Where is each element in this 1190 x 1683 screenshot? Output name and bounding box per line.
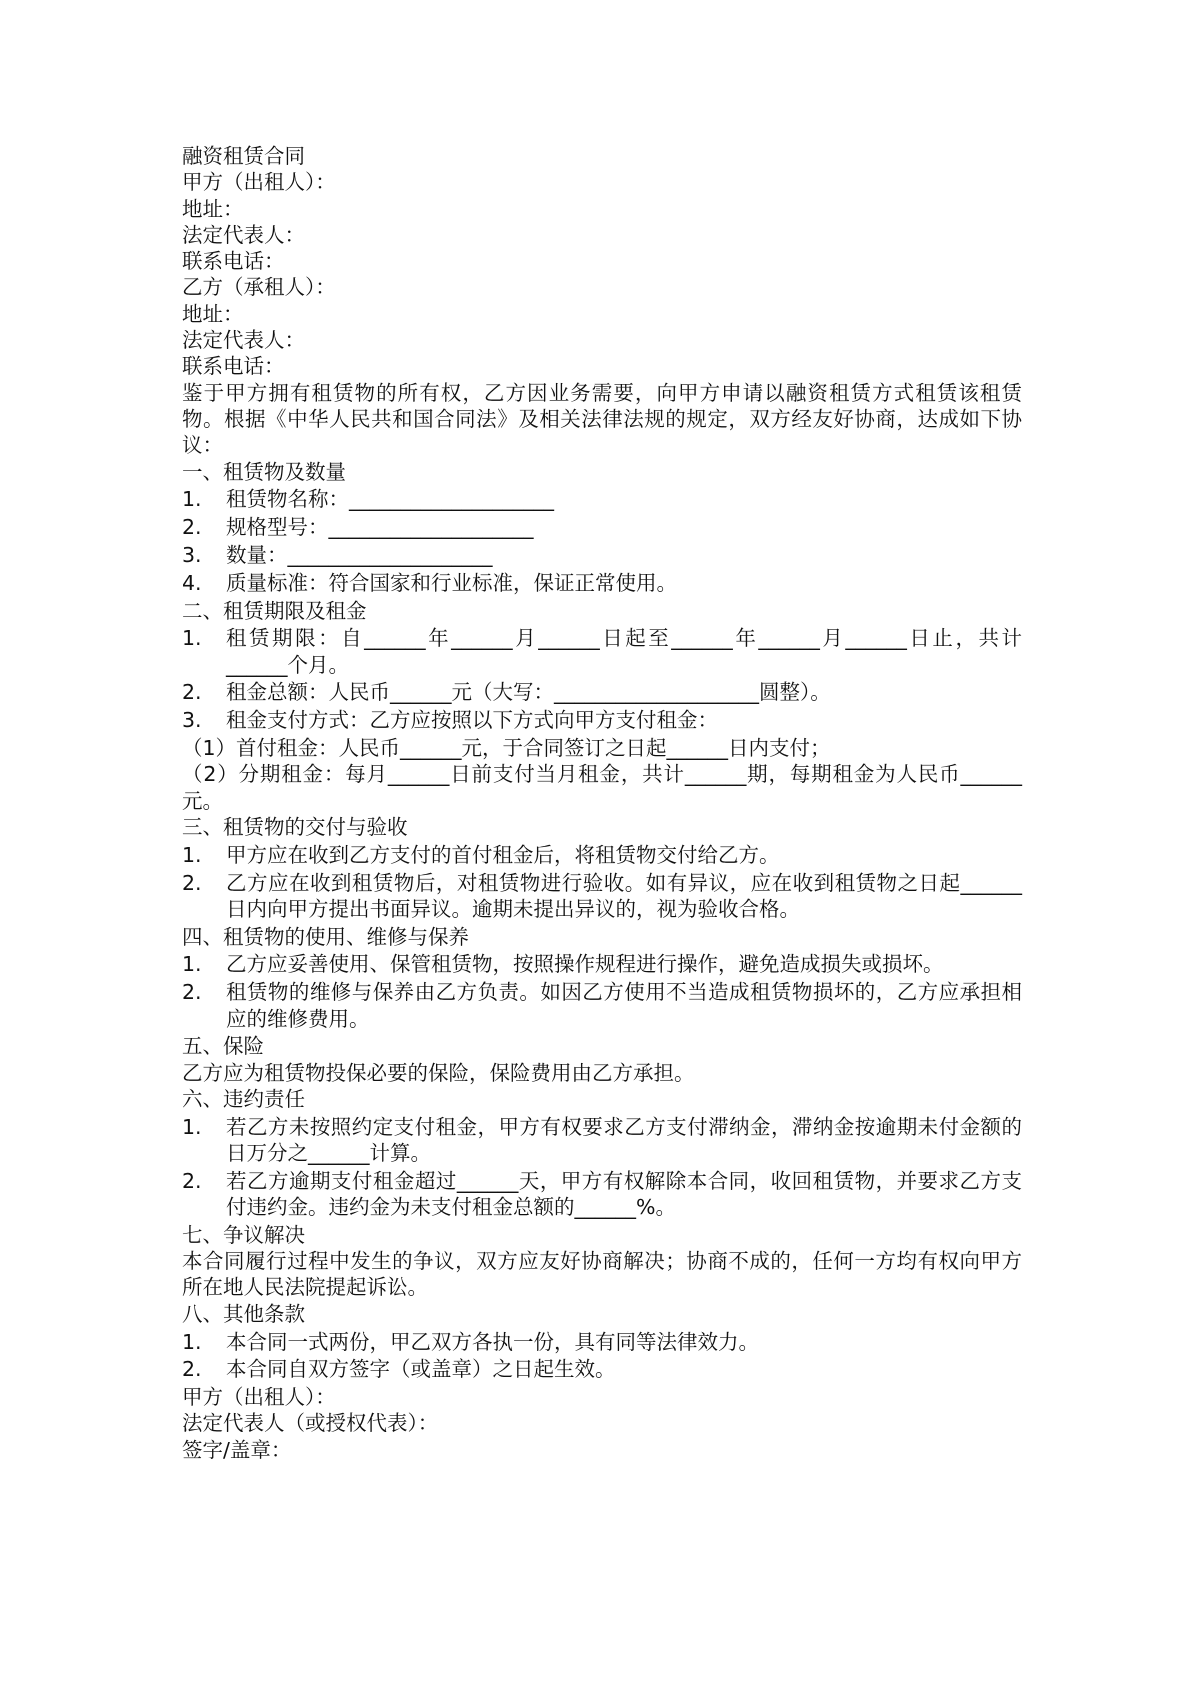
list-item	[182, 979, 1022, 1032]
list-text: 若乙方逾期支付租金超过______天，甲方有权解除本合同，收回租赁物，并要求乙方支付违约金。违约金为未支付租金总额的______%。	[226, 1168, 1022, 1220]
list-item	[182, 1356, 1022, 1382]
party-b-phone: 联系电话：	[182, 354, 285, 379]
list-item	[182, 842, 1022, 868]
list-item	[182, 514, 1022, 540]
list-number: 2.	[182, 680, 202, 705]
sub-item-down-payment: （1）首付租金：人民币______元，于合同签订之日起______日内支付；	[182, 736, 831, 761]
list-item	[182, 707, 1022, 733]
list-number: 1.	[182, 1114, 202, 1139]
list-text: 租金总额：人民币______元（大写：____________________圆整）。	[226, 680, 831, 705]
list-item	[182, 1329, 1022, 1355]
document-title: 融资租赁合同	[182, 144, 305, 168]
list-text: 租金支付方式：乙方应按照以下方式向甲方支付租金：	[226, 708, 718, 733]
list-item	[182, 951, 1022, 977]
party-a-name: 甲方（出租人）：	[182, 170, 336, 195]
list-text: 质量标准：符合国家和行业标准，保证正常使用。	[226, 570, 677, 595]
list-item	[182, 570, 1022, 596]
section-5-heading: 五、保险	[182, 1034, 264, 1059]
section-5-body: 乙方应为租赁物投保必要的保险，保险费用由乙方承担。	[182, 1060, 695, 1085]
list-number: 1.	[182, 842, 202, 867]
list-text: 租赁期限：自______年______月______日起至______年______月______日止，共计______个月。	[226, 626, 1022, 677]
list-item	[182, 625, 1022, 678]
party-a-legal-rep: 法定代表人：	[182, 222, 305, 247]
section-7-heading: 七、争议解决	[182, 1222, 305, 1247]
section-3-heading: 三、租赁物的交付与验收	[182, 814, 408, 839]
list-text: 乙方应在收到租赁物后，对租赁物进行验收。如有异议，应在收到租赁物之日起______日内向甲方提出书面异议。逾期未提出异议的，视为验收合格。	[226, 870, 1022, 921]
party-b-name: 乙方（承租人）：	[182, 275, 336, 300]
list-text: 租赁物的维修与保养由乙方负责。如因乙方使用不当造成租赁物损坏的，乙方应承担相应的维修费用。	[226, 980, 1022, 1031]
preamble: 鉴于甲方拥有租赁物的所有权，乙方因业务需要，向甲方申请以融资租赁方式租赁该租赁物。根据《中华人民共和国合同法》及相关法律法规的规定，双方经友好协商，达成如下协议：	[182, 380, 1022, 458]
section-4-heading: 四、租赁物的使用、维修与保养	[182, 924, 469, 949]
list-number: 3.	[182, 708, 202, 733]
list-item	[182, 1114, 1022, 1167]
list-text: 租赁物名称：____________________	[226, 487, 554, 512]
list-text: 本合同自双方签字（或盖章）之日起生效。	[226, 1357, 616, 1382]
section-8-heading: 八、其他条款	[182, 1301, 305, 1326]
list-number: 1.	[182, 952, 202, 977]
list-number: 4.	[182, 570, 202, 595]
section-7-body: 本合同履行过程中发生的争议，双方应友好协商解决；协商不成的，任何一方均有权向甲方所在地人民法院提起诉讼。	[182, 1249, 1022, 1300]
list-number: 2.	[182, 1357, 202, 1382]
contract-document	[182, 143, 1022, 1463]
list-item	[182, 679, 1022, 705]
list-number: 3.	[182, 542, 202, 567]
signature-sign: 签字/盖章：	[182, 1437, 292, 1462]
list-number: 2.	[182, 515, 202, 540]
list-text: 若乙方未按照约定支付租金，甲方有权要求乙方支付滞纳金，滞纳金按逾期未付金额的日万分之______计算。	[226, 1114, 1022, 1165]
list-item	[182, 486, 1022, 512]
list-text: 数量：____________________	[226, 542, 493, 567]
party-b-legal-rep: 法定代表人：	[182, 328, 305, 353]
list-text: 乙方应妥善使用、保管租赁物，按照操作规程进行操作，避免造成损失或损坏。	[226, 952, 944, 977]
section-6-heading: 六、违约责任	[182, 1086, 305, 1111]
list-item	[182, 542, 1022, 568]
list-number: 2.	[182, 980, 202, 1005]
list-number: 1.	[182, 1329, 202, 1354]
list-text: 甲方应在收到乙方支付的首付租金后，将租赁物交付给乙方。	[226, 842, 780, 867]
section-1-heading: 一、租赁物及数量	[182, 459, 346, 484]
list-number: 1.	[182, 487, 202, 512]
section-2-heading: 二、租赁期限及租金	[182, 598, 367, 623]
sub-item-installments: （2）分期租金：每月______日前支付当月租金，共计______期，每期租金为人民币______元。	[182, 762, 1022, 813]
list-item	[182, 1168, 1022, 1221]
list-number: 2.	[182, 1168, 202, 1193]
signature-rep: 法定代表人（或授权代表）：	[182, 1411, 439, 1436]
list-number: 2.	[182, 870, 202, 895]
list-text: 规格型号：____________________	[226, 515, 534, 540]
list-item	[182, 870, 1022, 923]
signature-party: 甲方（出租人）：	[182, 1385, 336, 1410]
list-number: 1.	[182, 626, 202, 651]
party-a-address: 地址：	[182, 196, 244, 221]
list-text: 本合同一式两份，甲乙双方各执一份，具有同等法律效力。	[226, 1329, 759, 1354]
party-a-phone: 联系电话：	[182, 249, 285, 274]
party-b-address: 地址：	[182, 301, 244, 326]
